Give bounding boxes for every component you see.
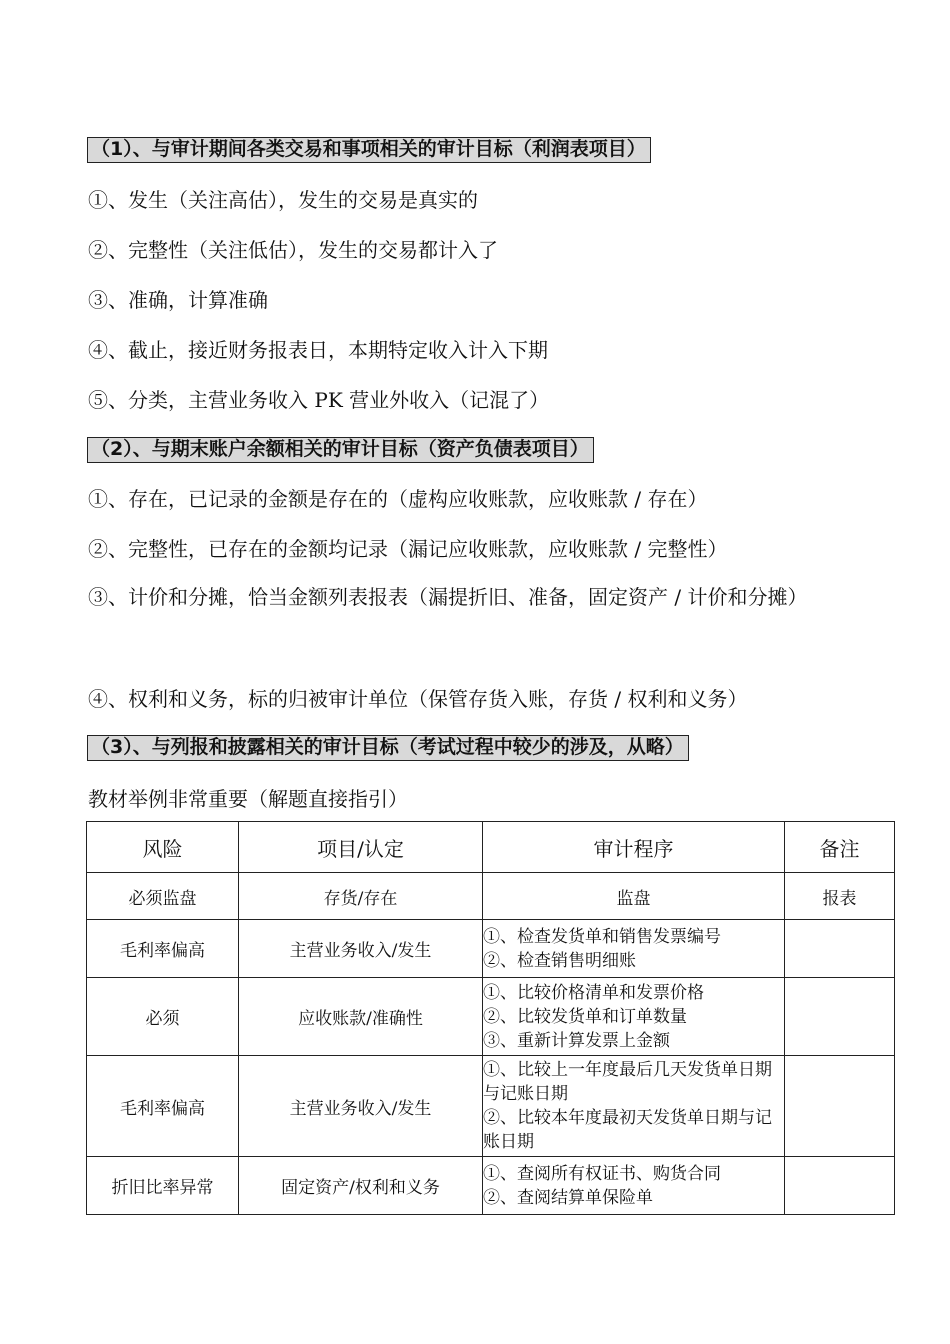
header-procedure: 审计程序	[483, 822, 785, 873]
cell-procedure	[483, 978, 785, 1056]
cell-note	[785, 1056, 895, 1157]
cell-item: 存货/存在	[239, 873, 483, 920]
procedure-step: ②、检查销售明细账	[483, 950, 636, 971]
table-row	[87, 873, 895, 920]
table-row	[87, 978, 895, 1056]
table-row	[87, 1056, 895, 1157]
procedure-step: ②、比较本年度最初天发货单日期与记账日期	[483, 1108, 772, 1152]
objective-item: ③、计价和分摊，恰当金额列表报表（漏提折旧、准备，固定资产 / 计价和分摊）	[88, 585, 808, 609]
cell-note	[785, 1157, 895, 1215]
section-title-1: （1）、与审计期间各类交易和事项相关的审计目标（利润表项目）	[87, 137, 651, 163]
objective-item: ②、完整性（关注低估），发生的交易都计入了	[88, 238, 498, 262]
cell-note	[785, 920, 895, 978]
section-title-2: （2）、与期末账户余额相关的审计目标（资产负债表项目）	[87, 437, 594, 463]
objective-item: ①、存在，已记录的金额是存在的（虚构应收账款，应收账款 / 存在）	[88, 487, 708, 511]
objective-item: ④、权利和义务，标的归被审计单位（保管存货入账，存货 / 权利和义务）	[88, 687, 748, 711]
objective-item: ②、完整性，已存在的金额均记录（漏记应收账款，应收账款 / 完整性）	[88, 537, 728, 561]
table-row	[87, 1157, 895, 1215]
cell-item: 主营业务收入/发生	[239, 920, 483, 978]
procedure-step: ③、重新计算发票上金额	[483, 1030, 670, 1051]
header-risk: 风险	[87, 822, 239, 873]
table-row	[87, 920, 895, 978]
table-intro: 教材举例非常重要（解题直接指引）	[88, 787, 408, 811]
cell-note	[785, 978, 895, 1056]
procedure-step: ②、比较发货单和订单数量	[483, 1006, 687, 1027]
cell-procedure: 监盘	[483, 873, 785, 920]
cell-item: 主营业务收入/发生	[239, 1056, 483, 1157]
audit-example-table	[86, 821, 895, 1215]
procedure-step: ①、检查发货单和销售发票编号	[483, 926, 721, 947]
section-title-3: （3）、与列报和披露相关的审计目标（考试过程中较少的涉及，从略）	[87, 735, 689, 761]
cell-procedure	[483, 920, 785, 978]
cell-risk: 必须监盘	[87, 873, 239, 920]
objective-item: ④、截止，接近财务报表日，本期特定收入计入下期	[88, 338, 548, 362]
cell-risk: 毛利率偏高	[87, 1056, 239, 1157]
cell-risk: 折旧比率异常	[87, 1157, 239, 1215]
cell-item: 应收账款/准确性	[239, 978, 483, 1056]
header-item: 项目/认定	[239, 822, 483, 873]
objective-item: ⑤、分类，主营业务收入 PK 营业外收入（记混了）	[88, 388, 550, 412]
procedure-step: ①、查阅所有权证书、购货合同	[483, 1163, 721, 1184]
procedure-step: ②、查阅结算单保险单	[483, 1187, 653, 1208]
cell-procedure	[483, 1157, 785, 1215]
cell-risk: 必须	[87, 978, 239, 1056]
cell-note: 报表	[785, 873, 895, 920]
table-header-row	[87, 822, 895, 873]
procedure-step: ①、比较上一年度最后几天发货单日期与记账日期	[483, 1060, 772, 1104]
procedure-step: ①、比较价格清单和发票价格	[483, 982, 704, 1003]
objective-item: ③、准确，计算准确	[88, 288, 268, 312]
cell-procedure	[483, 1056, 785, 1157]
cell-item: 固定资产/权利和义务	[239, 1157, 483, 1215]
cell-risk: 毛利率偏高	[87, 920, 239, 978]
objective-item: ①、发生（关注高估），发生的交易是真实的	[88, 188, 478, 212]
header-note: 备注	[785, 822, 895, 873]
